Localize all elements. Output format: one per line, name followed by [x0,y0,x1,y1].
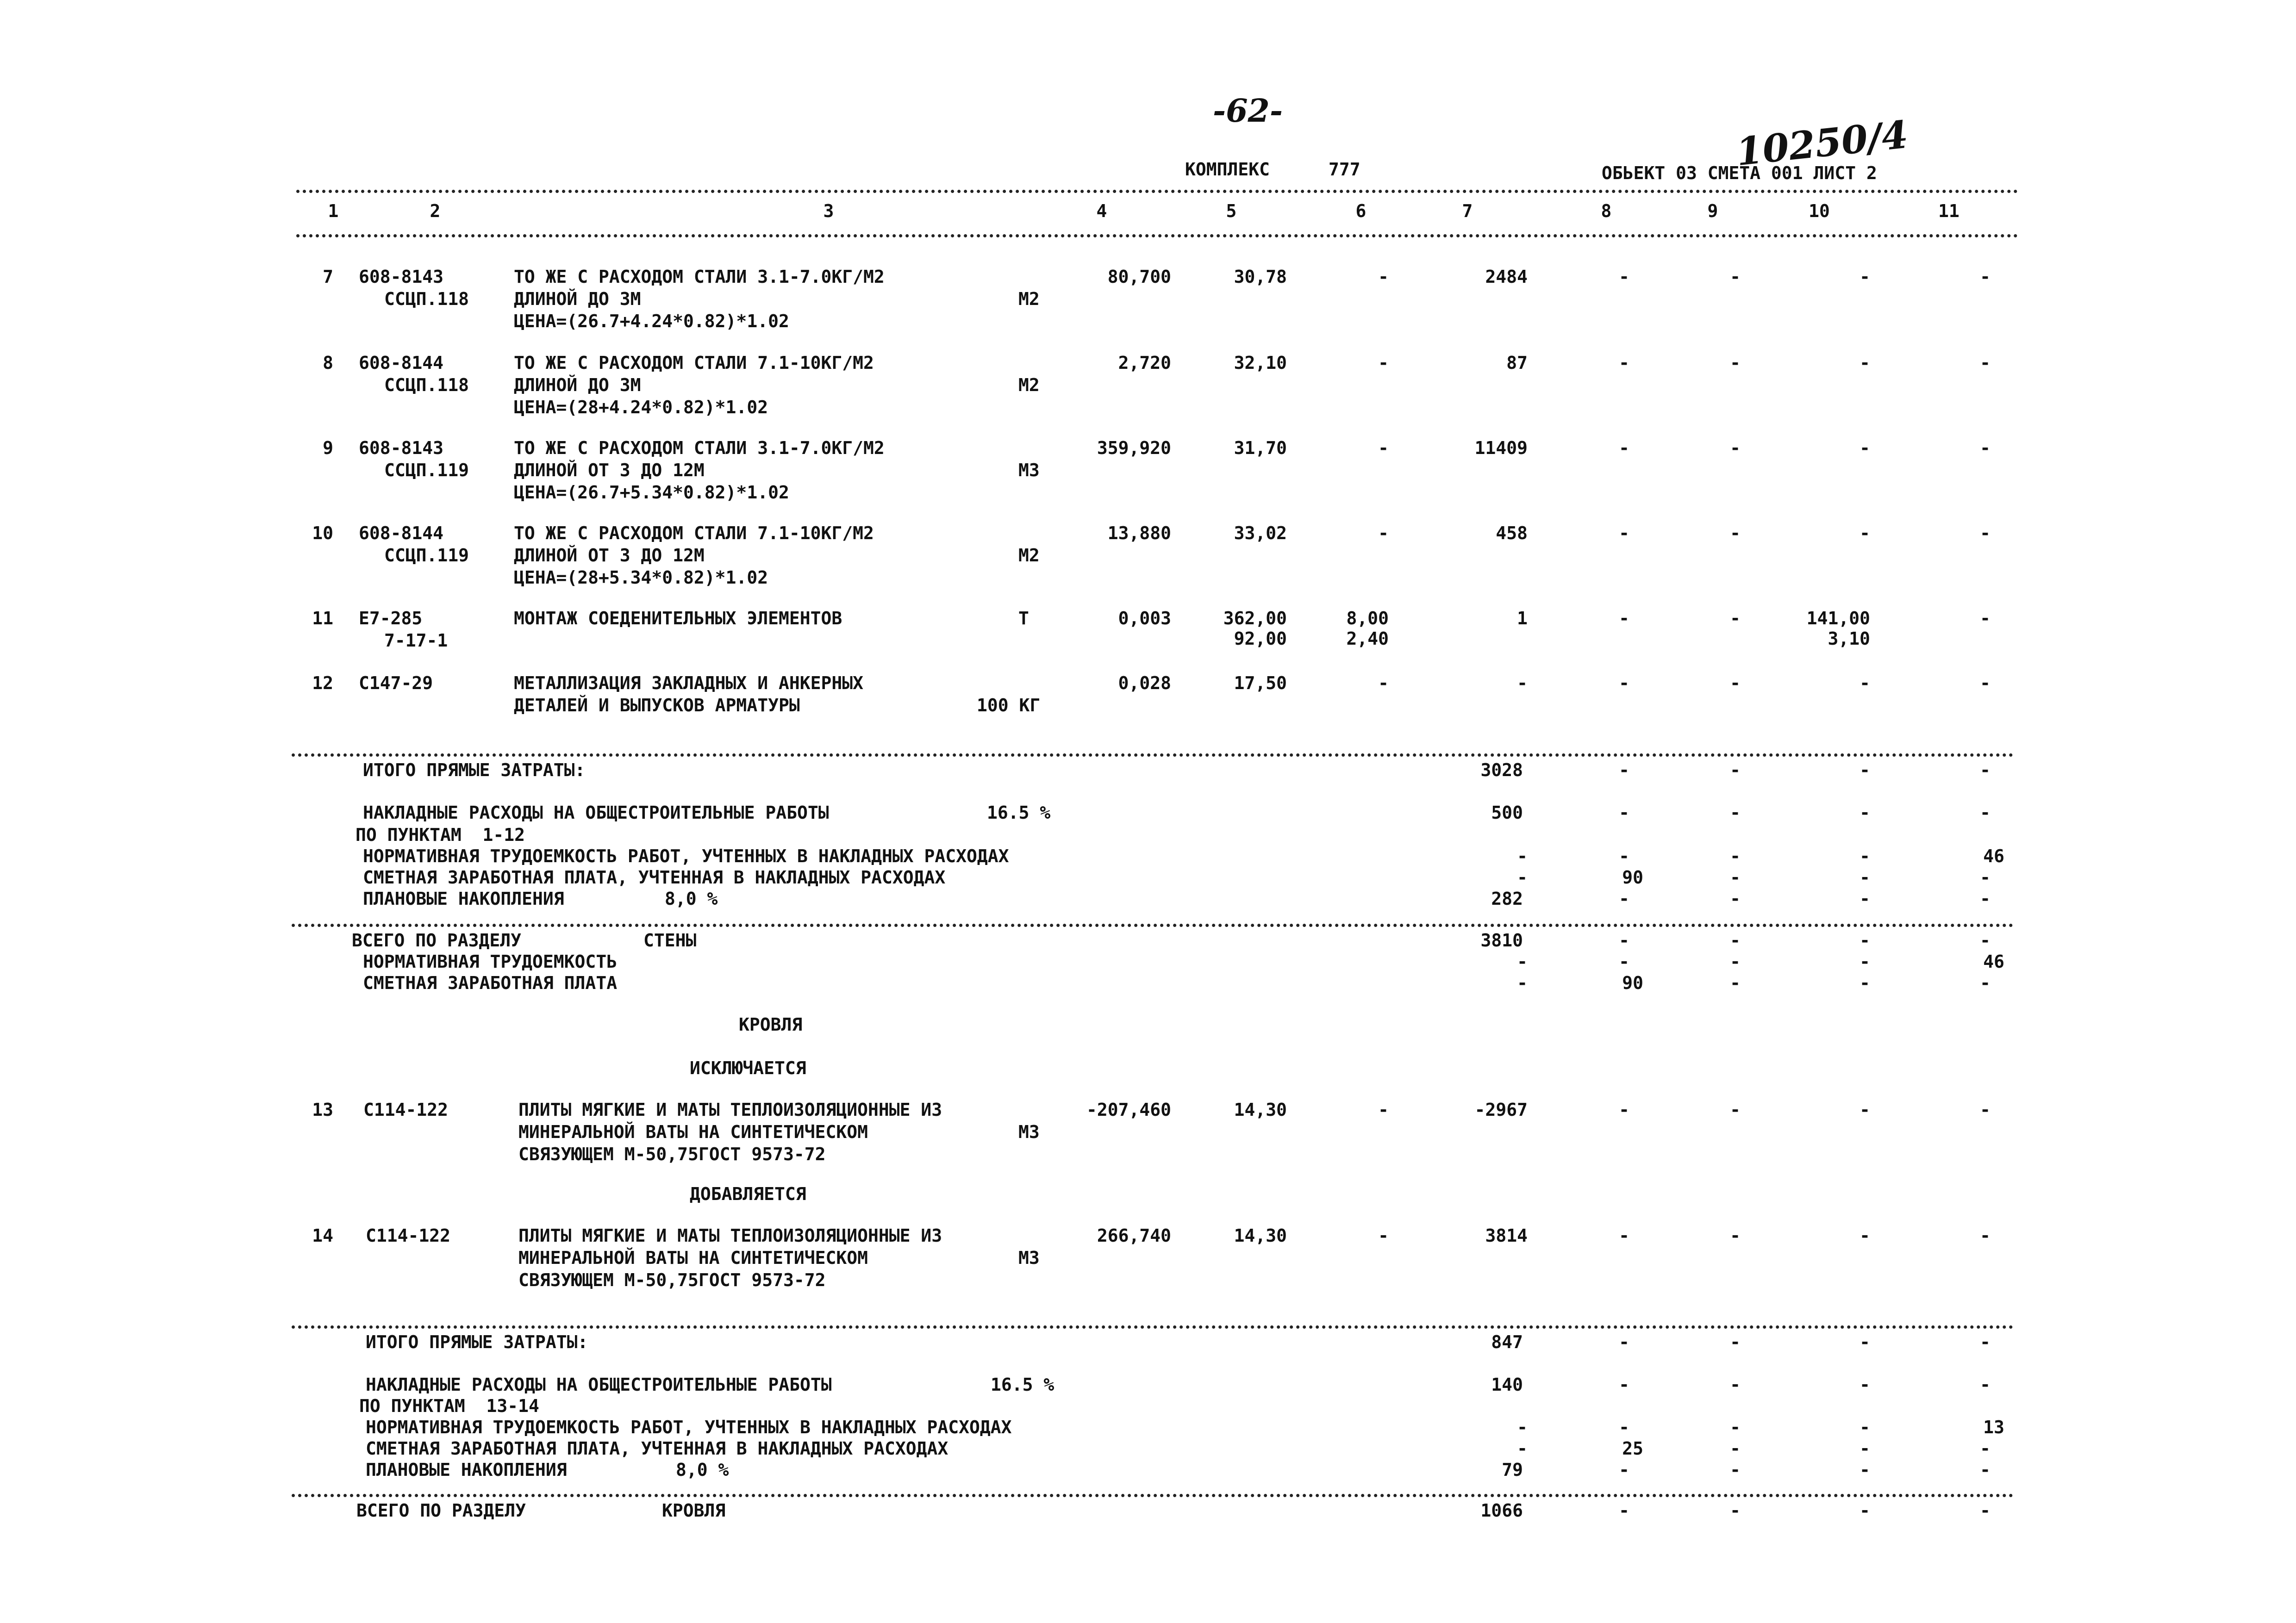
dash-cell: - [1730,1460,1741,1480]
dash-cell: - [1517,1438,1528,1459]
row-description-line: ДЕТАЛЕЙ И ВЫПУСКОВ АРМАТУРЫ [514,695,800,715]
norm-labour-value: 46 [1983,846,2004,866]
row-description-line: ЦЕНА=(28+5.34*0.82)*1.02 [514,567,768,588]
row-description-line: ТО ЖЕ С РАСХОДОМ СТАЛИ 3.1-7.0КГ/М2 [514,267,885,287]
row-number: 8 [323,353,333,373]
dash-cell: - [1980,889,1990,909]
planned-savings-label: ПЛАНОВЫЕ НАКОПЛЕНИЯ [363,889,564,909]
row-col-4: 80,700 [1107,267,1171,287]
row-col-11: - [1980,1225,1990,1246]
dash-cell: - [1859,846,1870,866]
row-col-5: 31,70 [1234,438,1287,458]
row-col-7: 458 [1496,523,1528,543]
row-col-7: 1 [1517,608,1528,628]
row-col-11: - [1980,1100,1990,1120]
row-col-8: - [1619,438,1629,458]
row-code-ref: ССЦП.118 [384,289,469,309]
row-col-8: - [1619,1225,1629,1246]
dash-cell: - [1517,1417,1528,1437]
dash-cell: - [1859,889,1870,909]
row-col-6: - [1378,267,1389,287]
dash-cell: - [1730,1500,1741,1521]
row-unit: 100 КГ [977,695,1041,715]
row-code: Е7-285 [359,608,423,628]
row-col-4: 0,003 [1118,608,1171,628]
object-sheet-info: ОБЬЕКТ 03 СМЕТА 001 ЛИСТ 2 [1602,163,1877,183]
row-col-5: 30,78 [1234,267,1287,287]
dash-cell: - [1980,802,1990,823]
overhead-label: НАКЛАДНЫЕ РАСХОДЫ НА ОБЩЕСТРОИТЕЛЬНЫЕ РАБОТЫ [363,802,829,823]
row-col-11: - [1980,353,1990,373]
column-header-5: 5 [1226,201,1237,221]
row-col-5-sub: 92,00 [1234,628,1287,649]
norm2-label: НОРМАТИВНАЯ ТРУДОЕМКОСТЬ РАБОТ, УЧТЕННЫХ В НАКЛАДНЫХ РАСХОДАХ [366,1417,1012,1437]
dash-cell: - [1730,930,1741,951]
section-norm-value: 46 [1983,951,2004,972]
summary-separator [292,753,2014,757]
row-description-line: ЦЕНА=(28+4.24*0.82)*1.02 [514,397,768,417]
planned2-label: ПЛАНОВЫЕ НАКОПЛЕНИЯ [366,1460,567,1480]
dash-cell: - [1859,1417,1870,1437]
planned-savings-percent: 8,0 % [665,889,718,909]
dash-cell: - [1859,1500,1870,1521]
wage2-label: СМЕТНАЯ ЗАРАБОТНАЯ ПЛАТА, УЧТЕННАЯ В НАКЛАДНЫХ РАСХОДАХ [366,1438,948,1459]
norm2-value: 13 [1983,1417,2004,1437]
overhead-total: 500 [1491,802,1523,823]
dash-cell: - [1859,930,1870,951]
row-code: С114-122 [363,1100,449,1120]
dash-cell: - [1980,867,1990,888]
row-description-line: ЦЕНА=(26.7+4.24*0.82)*1.02 [514,311,789,331]
planned2-percent: 8,0 % [676,1460,729,1480]
row-description-line: ТО ЖЕ С РАСХОДОМ СТАЛИ 7.1-10КГ/М2 [514,523,874,543]
row-col-8: - [1619,608,1629,628]
column-header-9: 9 [1707,201,1718,221]
row-description-line: МОНТАЖ СОЕДЕНИТЕЛЬНЫХ ЭЛЕМЕНТОВ [514,608,842,628]
row-description-line: ДЛИНОЙ ОТ 3 ДО 12М [514,460,705,480]
itogo-label: ИТОГО ПРЯМЫЕ ЗАТРАТЫ: [363,760,586,780]
dash-cell: - [1730,760,1741,780]
row-col-6: - [1378,1100,1389,1120]
header-top-rule [296,190,2018,193]
row-col-8: - [1619,1100,1629,1120]
row-code: 608-8144 [359,353,444,373]
section-wage-label: СМЕТНАЯ ЗАРАБОТНАЯ ПЛАТА [363,973,618,993]
dash-cell: - [1619,951,1629,972]
row-col-9: - [1730,1100,1741,1120]
section2-total-value: 1066 [1480,1500,1523,1521]
dash-cell: - [1619,1417,1629,1437]
section2-name: КРОВЛЯ [662,1500,726,1521]
dash-cell: - [1980,760,1990,780]
section-norm-label: НОРМАТИВНАЯ ТРУДОЕМКОСТЬ [363,951,618,972]
row-col-9: - [1730,608,1741,628]
row-col-9: - [1730,353,1741,373]
dash-cell: - [1859,951,1870,972]
row-col-4: 2,720 [1118,353,1171,373]
row-col-7: - [1517,673,1528,693]
row-code-ref: 7-17-1 [384,630,448,651]
row-description-line: ПЛИТЫ МЯГКИЕ И МАТЫ ТЕПЛОИЗОЛЯЦИОННЫЕ ИЗ [518,1225,942,1246]
section-wage-value: 90 [1622,973,1643,993]
section-total-label: ВСЕГО ПО РАЗДЕЛУ [352,930,522,951]
column-header-1: 1 [328,201,339,221]
excluded-heading: ИСКЛЮЧАЕТСЯ [690,1058,806,1078]
row-col-4: -207,460 [1086,1100,1171,1120]
row-description-line: ПЛИТЫ МЯГКИЕ И МАТЫ ТЕПЛОИЗОЛЯЦИОННЫЕ ИЗ [518,1100,942,1120]
wage-label: СМЕТНАЯ ЗАРАБОТНАЯ ПЛАТА, УЧТЕННАЯ В НАКЛАДНЫХ РАСХОДАХ [363,867,946,888]
row-code: С147-29 [359,673,433,693]
row-description-line: СВЯЗУЮЩЕМ М-50,75ГОСТ 9573-72 [518,1270,826,1290]
dash-cell: - [1730,846,1741,866]
dash-cell: - [1980,930,1990,951]
dash-cell: - [1730,973,1741,993]
row-col-9: - [1730,438,1741,458]
itogo2-total: 847 [1491,1332,1523,1352]
kompleks-value: 777 [1329,159,1360,180]
row-col-8: - [1619,353,1629,373]
row-code-ref: ССЦП.119 [384,545,469,566]
dash-cell: - [1730,1438,1741,1459]
overhead2-label: НАКЛАДНЫЕ РАСХОДЫ НА ОБЩЕСТРОИТЕЛЬНЫЕ РАБОТЫ [366,1374,832,1395]
overhead-percent: 16.5 % [987,802,1051,823]
row-code-ref: ССЦП.118 [384,375,469,395]
row-col-8: - [1619,523,1629,543]
row-col-4: 0,028 [1118,673,1171,693]
dash-cell: - [1517,973,1528,993]
row-col-7: 87 [1506,353,1528,373]
row-col-10: 141,00 [1806,608,1870,628]
row-col-11: - [1980,267,1990,287]
dash-cell: - [1730,1374,1741,1395]
column-header-11: 11 [1938,201,1959,221]
page-number: -62- [1213,93,1283,130]
dash-cell: - [1859,802,1870,823]
section-name: СТЕНЫ [643,930,697,951]
dash-cell: - [1619,1332,1629,1352]
dash-cell: - [1859,867,1870,888]
row-unit: М2 [1018,375,1040,395]
items-range: ПО ПУНКТАМ 1-12 [356,825,525,845]
overhead2-percent: 16.5 % [991,1374,1054,1395]
dash-cell: - [1730,889,1741,909]
row-col-5: 17,50 [1234,673,1287,693]
row-col-4: 13,880 [1107,523,1171,543]
column-header-4: 4 [1096,201,1107,221]
row-col-5: 14,30 [1234,1225,1287,1246]
dash-cell: - [1980,1332,1990,1352]
planned-savings-total: 282 [1491,889,1523,909]
row-description-line: ЦЕНА=(26.7+5.34*0.82)*1.02 [514,482,789,503]
row-col-9: - [1730,523,1741,543]
dash-cell: - [1619,760,1629,780]
added-heading: ДОБАВЛЯЕТСЯ [690,1184,806,1204]
header-bottom-rule [296,234,2018,237]
row-number: 11 [312,608,333,628]
row-col-10: - [1859,1100,1870,1120]
row-unit: М3 [1018,1122,1040,1142]
krovlya-title: КРОВЛЯ [739,1014,803,1035]
row-col-10: - [1859,673,1870,693]
dash-cell: - [1619,1500,1629,1521]
row-number: 12 [312,673,333,693]
row-col-10: - [1859,438,1870,458]
row-col-10: - [1859,523,1870,543]
row-col-11: - [1980,673,1990,693]
row-col-10: - [1859,353,1870,373]
row-col-7: -2967 [1474,1100,1528,1120]
row-description-line: ТО ЖЕ С РАСХОДОМ СТАЛИ 7.1-10КГ/М2 [514,353,874,373]
section2-total-label: ВСЕГО ПО РАЗДЕЛУ [356,1500,526,1521]
dash-cell: - [1859,760,1870,780]
column-header-6: 6 [1355,201,1366,221]
row-code: 608-8144 [359,523,444,543]
row-description-line: СВЯЗУЮЩЕМ М-50,75ГОСТ 9573-72 [518,1144,826,1164]
summary2-separator [292,1325,2014,1329]
row-code: С114-122 [366,1225,451,1246]
dash-cell: - [1619,889,1629,909]
row-col-6: - [1378,523,1389,543]
row-col-4: 266,740 [1097,1225,1171,1246]
dash-cell: - [1517,846,1528,866]
row-col-6: - [1378,1225,1389,1246]
row-col-8: - [1619,267,1629,287]
itogo-total: 3028 [1480,760,1523,780]
dash-cell: - [1619,930,1629,951]
row-description-line: МИНЕРАЛЬНОЙ ВАТЫ НА СИНТЕТИЧЕСКОМ [518,1248,868,1268]
section-separator [292,924,2014,927]
row-code: 608-8143 [359,267,444,287]
row-unit: М3 [1018,460,1040,480]
row-unit: М2 [1018,545,1040,566]
dash-cell: - [1980,1374,1990,1395]
row-col-5: 362,00 [1223,608,1287,628]
row-number: 14 [312,1225,333,1246]
dash-cell: - [1859,1332,1870,1352]
planned2-total: 79 [1502,1460,1523,1480]
column-header-7: 7 [1462,201,1473,221]
row-code-ref: ССЦП.119 [384,460,469,480]
row-col-10: - [1859,1225,1870,1246]
row-unit: М3 [1018,1248,1040,1268]
column-header-2: 2 [430,201,441,221]
row-description-line: ДЛИНОЙ ДО 3М [514,289,641,309]
dash-cell: - [1730,1417,1741,1437]
dash-cell: - [1517,951,1528,972]
dash-cell: - [1980,1500,1990,1521]
row-col-7: 3814 [1485,1225,1528,1246]
row-col-6: - [1378,353,1389,373]
column-header-3: 3 [823,201,834,221]
row-col-5: 33,02 [1234,523,1287,543]
section2-separator [292,1494,2014,1497]
dash-cell: - [1517,867,1528,888]
row-description-line: МИНЕРАЛЬНОЙ ВАТЫ НА СИНТЕТИЧЕСКОМ [518,1122,868,1142]
dash-cell: - [1859,1438,1870,1459]
row-col-11: - [1980,438,1990,458]
row-col-9: - [1730,267,1741,287]
kompleks-label: КОМПЛЕКС [1185,159,1270,180]
row-col-10-sub: 3,10 [1828,628,1870,649]
items2-range: ПО ПУНКТАМ 13-14 [359,1396,539,1416]
dash-cell: - [1730,1332,1741,1352]
dash-cell: - [1730,802,1741,823]
column-header-10: 10 [1809,201,1830,221]
section-total-value: 3810 [1480,930,1523,951]
row-col-11: - [1980,608,1990,628]
overhead2-total: 140 [1491,1374,1523,1395]
row-col-5: 32,10 [1234,353,1287,373]
row-col-9: - [1730,673,1741,693]
itogo2-label: ИТОГО ПРЯМЫЕ ЗАТРАТЫ: [366,1332,588,1352]
dash-cell: - [1730,951,1741,972]
row-description-line: ТО ЖЕ С РАСХОДОМ СТАЛИ 3.1-7.0КГ/М2 [514,438,885,458]
dash-cell: - [1980,1438,1990,1459]
dash-cell: - [1859,1460,1870,1480]
row-col-4: 359,920 [1097,438,1171,458]
row-col-6: - [1378,438,1389,458]
row-number: 13 [312,1100,333,1120]
dash-cell: - [1619,1460,1629,1480]
row-number: 10 [312,523,333,543]
row-col-11: - [1980,523,1990,543]
column-header-8: 8 [1601,201,1612,221]
row-number: 9 [323,438,333,458]
row-description-line: ДЛИНОЙ ОТ 3 ДО 12М [514,545,705,566]
row-description-line: ДЛИНОЙ ДО 3М [514,375,641,395]
dash-cell: - [1730,867,1741,888]
dash-cell: - [1980,973,1990,993]
wage2-value: 25 [1622,1438,1643,1459]
row-col-9: - [1730,1225,1741,1246]
row-col-7: 11409 [1474,438,1528,458]
wage-value: 90 [1622,867,1643,888]
dash-cell: - [1619,802,1629,823]
row-col-10: - [1859,267,1870,287]
dash-cell: - [1859,973,1870,993]
dash-cell: - [1859,1374,1870,1395]
row-unit: Т [1018,608,1029,628]
norm-labour-label: НОРМАТИВНАЯ ТРУДОЕМКОСТЬ РАБОТ, УЧТЕННЫХ В НАКЛАДНЫХ РАСХОДАХ [363,846,1009,866]
dash-cell: - [1980,1460,1990,1480]
row-number: 7 [323,267,333,287]
row-col-5: 14,30 [1234,1100,1287,1120]
dash-cell: - [1619,846,1629,866]
row-col-6: 8,00 [1346,608,1389,628]
row-col-6: - [1378,673,1389,693]
handwritten-document-id: 10250/4 [1734,112,1910,175]
row-code: 608-8143 [359,438,444,458]
row-col-8: - [1619,673,1629,693]
row-description-line: МЕТАЛЛИЗАЦИЯ ЗАКЛАДНЫХ И АНКЕРНЫХ [514,673,863,693]
dash-cell: - [1619,1374,1629,1395]
row-col-6-sub: 2,40 [1346,628,1389,649]
row-unit: М2 [1018,289,1040,309]
row-col-7: 2484 [1485,267,1528,287]
